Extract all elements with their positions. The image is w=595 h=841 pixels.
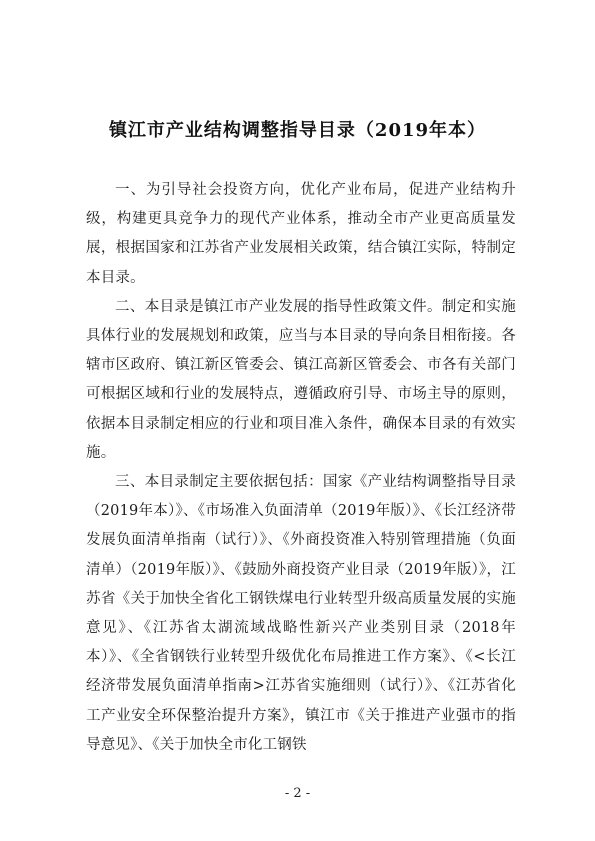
paragraph-1: 一、为引导社会投资方向，优化产业布局，促进产业结构升级，构建更具竞争力的现代产业体系，推动全市产业更高质量发展，根据国家和江苏省产业发展相关政策，结合镇江实际，特制定本目录。 <box>86 182 516 286</box>
paragraph-3: 三、本目录制定主要依据包括：国家《产业结构调整指导目录（2019年本）》、《市场准入负面清单（2019年版）》、《长江经济带发展负面清单指南（试行）》、《外商投资准入特别管理措施（负面清单）（2019年版）》、《鼓励外商投资产业目录（2019年版）》，江苏省《关于加快全省化工钢铁煤电行业转型升级高质量发展的实施意见》、《江苏省太湖流域战略性新兴产业类别目录（2018年本）》、《全省钢铁行业转型升级优化布局推进工作方案》、《<长江经济带发展负面清单指南>江苏省实施细则（试行）》、《江苏省化工产业安全环保整治提升方案》，镇江市《关于推进产业强市的指导意见》、《关于加快全市化工钢铁 <box>86 474 516 753</box>
document-title: 镇江市产业结构调整指导目录（2019年本） <box>108 120 487 141</box>
paragraph-2: 二、本目录是镇江市产业发展的指导性政策文件。制定和实施具体行业的发展规划和政策，应当与本目录的导向条目相衔接。各辖市区政府、镇江新区管委会、镇江高新区管委会、市各有关部门可根据区域和行业的发展特点，遵循政府引导、市场主导的原则，依据本目录制定相应的行业和项目准入条件，确保本目录的有效实施。 <box>86 298 516 461</box>
page-number: - 2 - <box>284 786 311 801</box>
document-body <box>86 176 516 760</box>
